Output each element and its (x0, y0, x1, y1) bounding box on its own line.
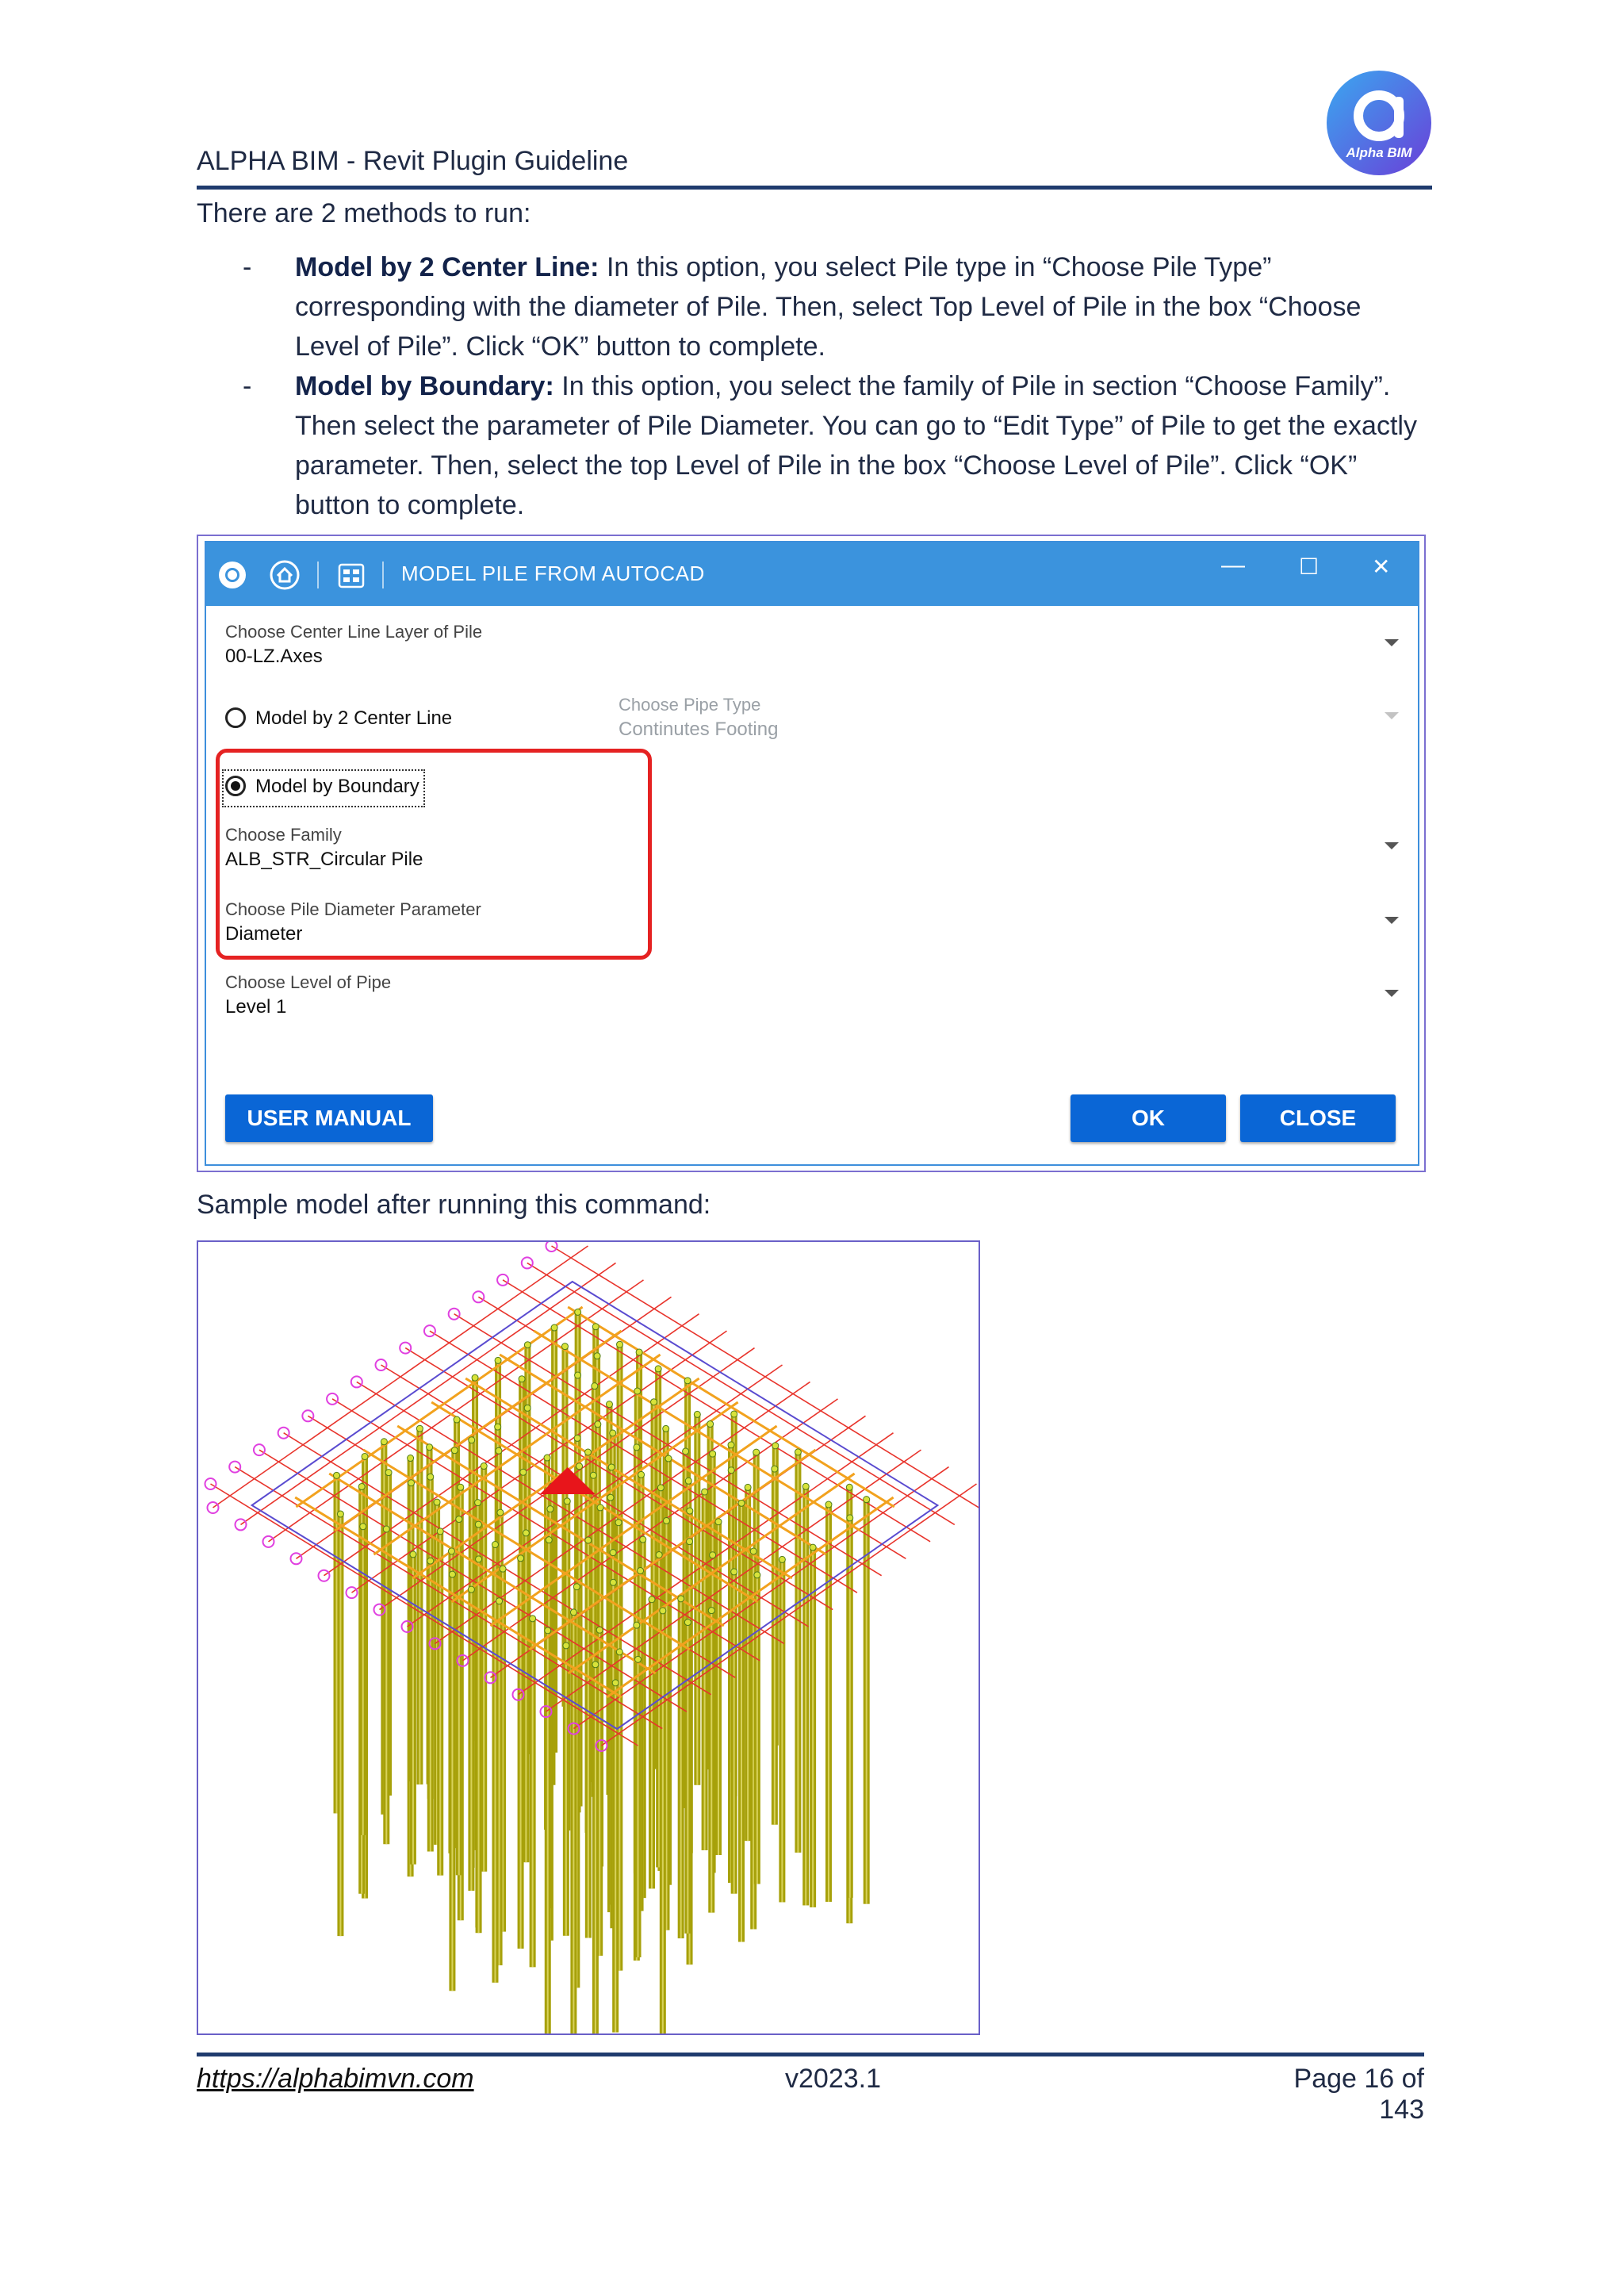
chevron-down-icon (1385, 712, 1399, 719)
pile-cap (728, 1442, 734, 1448)
pile-cap (610, 1430, 616, 1436)
logo-text: Alpha BIM (1346, 145, 1412, 160)
grid-bubble (449, 1309, 460, 1320)
pile-cap (437, 1528, 443, 1535)
pile-cap (684, 1619, 691, 1626)
pile-cap (710, 1451, 716, 1457)
pile-highlight (638, 1659, 639, 1957)
pile-cap (519, 1376, 525, 1382)
pile-cap (635, 1656, 642, 1662)
radio-model-by-center-line-label[interactable]: Model by 2 Center Line (255, 707, 453, 729)
pile-cap (687, 1539, 693, 1545)
pile-highlight (494, 1545, 496, 1983)
pile-cap (427, 1444, 433, 1451)
pile-cap (655, 1366, 661, 1372)
pile-cap (864, 1497, 870, 1503)
pile-cap (408, 1455, 414, 1462)
method-description: In this option, you select Pile type in “Choose Pile Type” corresponding with the diameter of Pile. Then, select Top Level of Pile in the box “Choose Level of Pile”. Click “OK” button to complete. (295, 252, 1362, 362)
user-manual-button[interactable]: USER MANUAL (225, 1094, 433, 1142)
method-list (243, 247, 1432, 525)
pile-cap (495, 1424, 501, 1430)
radio-model-by-boundary-label[interactable]: Model by Boundary (255, 776, 419, 797)
pile-cap (592, 1383, 598, 1389)
pile-cap (518, 1555, 524, 1562)
pile-highlight (385, 1529, 387, 1844)
pile-cap (665, 1455, 672, 1462)
header-title: ALPHA BIM - Revit Plugin Guideline (197, 146, 629, 176)
pile-highlight (588, 1540, 589, 1938)
pile-cap (385, 1470, 392, 1476)
pile-cap (660, 1608, 666, 1614)
diameter-parameter-value: Diameter (225, 923, 303, 945)
pile-cap (592, 1324, 599, 1330)
pile-cap (468, 1586, 474, 1593)
pile-cap (753, 1449, 760, 1455)
pile-cap (594, 1353, 600, 1359)
pile-highlight (680, 1599, 682, 1938)
pile-cap (687, 1508, 693, 1514)
method-title: Model by Boundary: (295, 371, 554, 401)
dialog-titlebar[interactable] (206, 542, 1418, 606)
pile-cap (358, 1483, 365, 1489)
footer-page-number: Page 16 of 143 (1293, 2064, 1424, 2125)
pile-cap (615, 1520, 622, 1526)
chevron-down-icon (1385, 990, 1399, 997)
pile-cap (574, 1435, 580, 1441)
pile-cap (634, 1388, 641, 1394)
pile-model-illustration (198, 1242, 979, 2033)
pile-cap (561, 1343, 568, 1350)
pile-cap (523, 1530, 529, 1536)
pile-cap (585, 1449, 592, 1455)
dialog-screenshot-frame (197, 535, 1426, 1172)
pile-highlight (805, 1486, 806, 1905)
pile-cap (337, 1511, 343, 1517)
pile-cap (745, 1484, 751, 1490)
pile-cap (500, 1566, 506, 1572)
pile-cap (656, 1551, 662, 1558)
pile-cap (475, 1500, 481, 1506)
pile-cap (451, 1447, 458, 1454)
pile-highlight (619, 1652, 620, 1971)
level-dropdown[interactable] (206, 972, 1418, 1028)
pile-highlight (651, 1600, 653, 1889)
pile-cap (520, 1469, 527, 1475)
pile-cap (708, 1608, 714, 1614)
intro-text: There are 2 methods to run: (197, 198, 531, 228)
level-value: Level 1 (225, 996, 287, 1018)
pipe-type-label: Choose Pipe Type (619, 695, 761, 715)
pile-cap (481, 1463, 487, 1470)
pile-highlight (741, 1503, 742, 1941)
pile-highlight (849, 1518, 851, 1898)
pile-cap (449, 1571, 455, 1577)
pile-highlight (756, 1575, 758, 1884)
pile-cap (847, 1515, 853, 1521)
grid-bubble (400, 1343, 411, 1354)
layout-grid-icon[interactable] (338, 563, 365, 588)
pile-cap (334, 1472, 340, 1478)
pile-cap (610, 1550, 616, 1556)
family-value: ALB_STR_Circular Pile (225, 849, 423, 870)
pile-cap (802, 1483, 809, 1489)
pile-cap (683, 1448, 689, 1455)
pile-cap (715, 1519, 722, 1525)
close-icon[interactable]: ✕ (1372, 554, 1391, 579)
grid-bubble (236, 1519, 247, 1530)
pile-cap (524, 1342, 530, 1348)
pile-cap (497, 1509, 504, 1516)
pile-highlight (599, 1630, 600, 1956)
pile-cap (779, 1556, 785, 1562)
pile-cap (754, 1572, 760, 1578)
level-label: Choose Level of Pipe (225, 972, 392, 992)
family-label: Choose Family (225, 825, 342, 845)
pile-cap (495, 1357, 501, 1363)
footer-link[interactable]: https://alphabimvn.com (197, 2064, 474, 2094)
pile-cap (546, 1537, 552, 1543)
method-description: In this option, you select the family of Pile in section “Choose Family”. Then select the parameter of Pile Diameter. You can go to “Edit Type” of Pile to get the exactly parameter. Then, select the top Level of Pile in the box “Choose Level of Pile”. Click “OK” button to complete. (295, 371, 1417, 520)
pile-cap (657, 1485, 664, 1491)
method-item-boundary (243, 366, 1432, 525)
grid-bubble (351, 1376, 362, 1387)
method-title: Model by 2 Center Line: (295, 252, 599, 282)
header-rule (197, 186, 1432, 190)
chevron-down-icon (1385, 917, 1399, 924)
pile-cap (381, 1439, 387, 1445)
pile-cap (810, 1544, 816, 1550)
pile-highlight (430, 1561, 431, 1851)
pile-cap (416, 1425, 423, 1432)
model-pile-dialog (205, 541, 1419, 1166)
pile-cap (649, 1596, 655, 1603)
highlight-box (216, 749, 652, 960)
pile-cap (607, 1494, 614, 1501)
pile-cap (663, 1517, 669, 1524)
pile-highlight (687, 1623, 688, 1934)
pile-cap (410, 1551, 416, 1558)
pile-cap (469, 1437, 475, 1443)
pile-highlight (339, 1514, 341, 1936)
pile-cap (456, 1516, 462, 1523)
pile-cap (496, 1598, 503, 1604)
pile-highlight (704, 1492, 706, 1850)
pile-cap (678, 1596, 684, 1602)
pile-cap (427, 1558, 434, 1564)
pile-cap (606, 1401, 612, 1408)
grid-bubble (254, 1444, 265, 1455)
pile-cap (475, 1521, 481, 1527)
chevron-down-icon (1385, 639, 1399, 646)
diameter-parameter-label: Choose Pile Diameter Parameter (225, 899, 481, 919)
pile-cap (707, 1421, 714, 1428)
pile-cap (472, 1374, 478, 1381)
pile-cap (448, 1548, 454, 1554)
pile-cap (617, 1341, 623, 1347)
pile-cap (434, 1499, 440, 1505)
pile-cap (492, 1542, 498, 1548)
pile-cap (454, 1416, 460, 1423)
pile-cap (360, 1524, 366, 1530)
pile-highlight (336, 1475, 338, 1813)
pile-cap (636, 1349, 642, 1355)
chevron-down-icon (1385, 842, 1399, 849)
pile-cap (846, 1484, 852, 1490)
pile-highlight (470, 1589, 472, 1891)
grid-bubble (546, 1242, 557, 1251)
pile-highlight (412, 1554, 414, 1865)
minimize-icon[interactable]: — (1221, 552, 1245, 578)
pile-cap (825, 1501, 832, 1508)
pile-cap (383, 1526, 389, 1532)
grid-bubble (278, 1428, 289, 1439)
pile-cap (795, 1449, 801, 1455)
pile-highlight (451, 1574, 453, 1991)
grid-bubble (263, 1536, 274, 1547)
dialog-title: MODEL PILE FROM AUTOCAD (401, 562, 705, 585)
pile-cap (750, 1548, 756, 1554)
pile-cap (590, 1472, 596, 1478)
pipe-type-value: Continutes Footing (619, 719, 779, 740)
home-icon[interactable] (270, 560, 300, 590)
pile-highlight (662, 1611, 664, 2033)
pile-cap (576, 1463, 583, 1470)
grid-bubble (229, 1462, 240, 1473)
maximize-icon[interactable]: ☐ (1299, 554, 1320, 579)
pile-cap (651, 1399, 657, 1405)
pile-highlight (747, 1487, 749, 1841)
pile-cap (524, 1405, 530, 1411)
pile-cap (476, 1556, 482, 1562)
close-button[interactable]: CLOSE (1240, 1094, 1396, 1142)
pile-cap (616, 1649, 622, 1655)
ok-button[interactable]: OK (1071, 1094, 1226, 1142)
pile-cap (638, 1471, 645, 1478)
method-item-center-line (243, 247, 1432, 366)
pile-cap (595, 1421, 601, 1428)
pile-cap (610, 1579, 616, 1585)
titlebar-separator (382, 562, 384, 588)
pile-cap (738, 1500, 745, 1506)
pile-cap (575, 1372, 581, 1378)
pile-cap (608, 1464, 615, 1470)
pile-cap (570, 1609, 576, 1616)
pile-cap (592, 1662, 599, 1668)
center-line-layer-dropdown[interactable] (206, 622, 1418, 677)
pile-highlight (520, 1558, 522, 1949)
pile-cap (530, 1616, 536, 1622)
pile-cap (772, 1443, 779, 1449)
pile-cap (544, 1455, 550, 1461)
pile-cap (547, 1506, 553, 1512)
pile-highlight (696, 1414, 698, 1784)
pile-cap (458, 1484, 464, 1490)
pile-cap (362, 1453, 368, 1459)
grid-bubble (319, 1570, 330, 1581)
pile-cap (427, 1474, 434, 1480)
pile-cap (573, 1584, 580, 1590)
pile-cap (731, 1411, 737, 1417)
pile-cap (564, 1498, 570, 1504)
pile-cap (685, 1478, 691, 1484)
pile-cap (728, 1467, 734, 1474)
pile-cap (551, 1324, 557, 1331)
pile-highlight (439, 1531, 441, 1876)
pile-cap (563, 1642, 569, 1649)
pile-cap (612, 1680, 619, 1686)
sample-model-image (197, 1240, 980, 2035)
pile-cap (596, 1627, 603, 1633)
bullet-dash: - (243, 371, 252, 401)
center-line-layer-value: 00-LZ.Axes (225, 646, 323, 667)
pile-cap (702, 1489, 708, 1495)
pile-cap (545, 1627, 551, 1634)
sample-caption: Sample model after running this command: (197, 1190, 711, 1220)
pile-highlight (710, 1611, 712, 1913)
footer-rule (197, 2053, 1424, 2056)
titlebar-separator (317, 562, 319, 588)
pile-highlight (419, 1428, 420, 1784)
center-line-layer-label: Choose Center Line Layer of Pile (225, 622, 483, 642)
pile-cap (496, 1447, 502, 1454)
pile-cap (634, 1444, 640, 1451)
pile-cap (634, 1622, 640, 1628)
pile-cap (710, 1552, 716, 1558)
pile-cap (772, 1466, 778, 1472)
pile-cap (684, 1378, 691, 1384)
pipe-type-dropdown[interactable] (619, 695, 1418, 750)
pile-cap (597, 1504, 603, 1511)
bullet-dash: - (243, 252, 252, 282)
pile-highlight (532, 1619, 534, 1968)
pile-highlight (573, 1612, 574, 2033)
pile-highlight (828, 1504, 829, 1902)
alpha-bim-logo (1326, 70, 1432, 176)
pile-cap (408, 1480, 415, 1486)
pile-highlight (733, 1572, 735, 1894)
radio-model-by-center-line[interactable] (225, 707, 246, 728)
pile-cap (585, 1537, 592, 1543)
pile-cap (694, 1411, 700, 1417)
grid-bubble (497, 1274, 508, 1286)
pile-cap (640, 1536, 646, 1543)
pile-cap (575, 1309, 581, 1315)
pile-cap (731, 1569, 737, 1575)
pile-highlight (812, 1547, 814, 1907)
pile-highlight (565, 1646, 567, 1936)
pile-cap (638, 1568, 644, 1574)
pile-cap (663, 1425, 669, 1432)
app-logo-icon (219, 562, 246, 588)
footer-version: v2023.1 (785, 2064, 881, 2094)
